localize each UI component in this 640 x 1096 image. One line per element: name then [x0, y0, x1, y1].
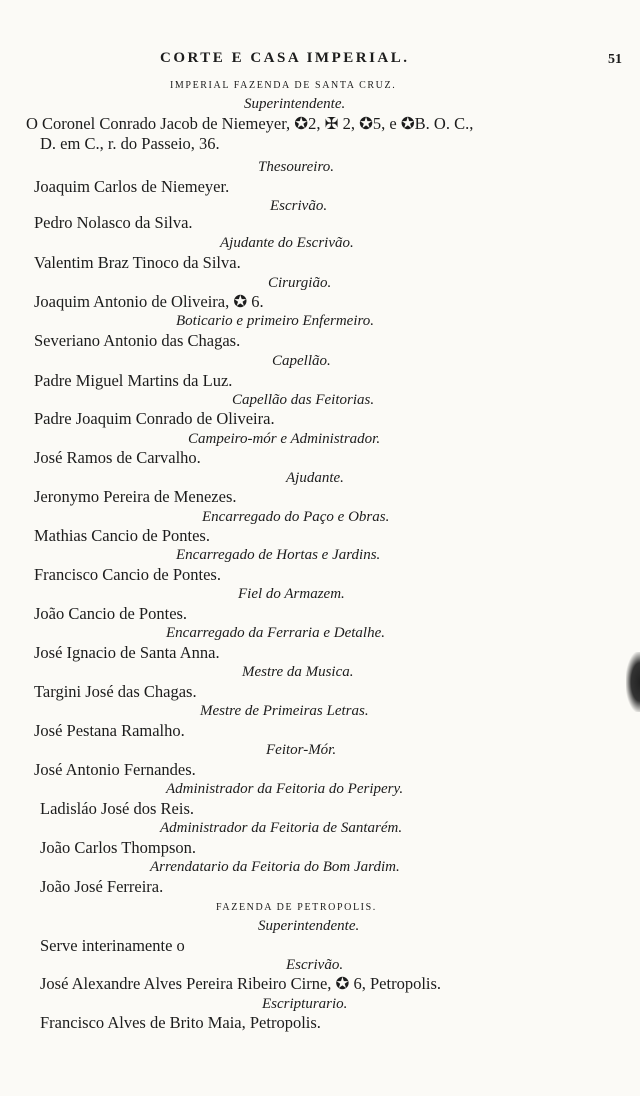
role-title: Mestre da Musica. [242, 664, 354, 680]
role-title: Encarregado da Ferraria e Detalhe. [166, 625, 385, 641]
role-title: Administrador da Feitoria de Santarém. [160, 820, 403, 836]
person-name: Francisco Alves de Brito Maia, Petropolis. [40, 1013, 321, 1032]
section-title-petropolis: FAZENDA DE PETROPOLIS. [216, 902, 377, 913]
person-name: Jeronymo Pereira de Menezes. [34, 487, 237, 506]
role-title: Encarregado de Hortas e Jardins. [176, 547, 381, 563]
role-title: Thesoureiro. [258, 159, 334, 175]
page-header [0, 50, 640, 72]
person-name: João Carlos Thompson. [40, 838, 196, 857]
person-name: Padre Miguel Martins da Luz. [34, 371, 233, 390]
person-name: Pedro Nolasco da Silva. [34, 213, 193, 232]
role-title: Arrendatario da Feitoria do Bom Jardim. [150, 859, 400, 875]
person-name-continuation: D. em C., r. do Passeio, 36. [40, 134, 220, 153]
role-title: Boticario e primeiro Enfermeiro. [176, 313, 375, 329]
person-name: Joaquim Antonio de Oliveira, ✪ 6. [34, 292, 264, 311]
person-name: Padre Joaquim Conrado de Oliveira. [34, 409, 275, 428]
person-name: Serve interinamente o [40, 936, 185, 955]
person-name: João Cancio de Pontes. [34, 604, 188, 623]
role-title: Ajudante do Escrivão. [220, 235, 354, 251]
person-name: José Pestana Ramalho. [34, 721, 185, 740]
role-title: Mestre de Primeiras Letras. [200, 703, 369, 719]
person-name: José Ramos de Carvalho. [34, 448, 201, 467]
person-name: Francisco Cancio de Pontes. [34, 565, 221, 584]
person-name: Ladisláo José dos Reis. [40, 799, 194, 818]
role-title: Capellão das Feitorias. [232, 392, 375, 408]
person-name: José Ignacio de Santa Anna. [34, 643, 220, 662]
page-number: 51 [608, 52, 622, 67]
person-name: Valentim Braz Tinoco da Silva. [34, 253, 241, 272]
person-name: João José Ferreira. [40, 877, 164, 896]
role-title: Administrador da Feitoria do Peripery. [166, 781, 404, 797]
role-title: Cirurgião. [268, 275, 332, 291]
role-title: Campeiro-mór e Administrador. [188, 431, 381, 447]
person-name: Mathias Cancio de Pontes. [34, 526, 210, 545]
person-name [26, 114, 473, 154]
role-title: Feitor-Mór. [266, 742, 337, 758]
person-name-line: O Coronel Conrado Jacob de Niemeyer, ✪2, ✠ 2, ✪5, e ✪B. O. C., [26, 114, 474, 133]
ink-blot-mark [626, 652, 640, 712]
role-title: Fiel do Armazem. [238, 586, 345, 602]
person-name: Severiano Antonio das Chagas. [34, 331, 241, 350]
role-title: Escripturario. [262, 996, 348, 1012]
person-name: Joaquim Carlos de Niemeyer. [34, 177, 230, 196]
role-title: Escrivão. [286, 957, 344, 973]
person-name: Targini José das Chagas. [34, 682, 197, 701]
person-name: José Antonio Fernandes. [34, 760, 196, 779]
page-title: CORTE E CASA IMPERIAL. [160, 50, 410, 66]
role-title: Superintendente. [258, 918, 360, 934]
role-title: Escrivão. [270, 198, 328, 214]
role-title: Capellão. [272, 353, 331, 369]
role-title: Encarregado do Paço e Obras. [202, 509, 390, 525]
role-title: Ajudante. [286, 470, 344, 486]
section-title-santa-cruz: IMPERIAL FAZENDA DE SANTA CRUZ. [170, 80, 397, 91]
role-title: Superintendente. [244, 96, 346, 112]
person-name: José Alexandre Alves Pereira Ribeiro Cirne, ✪ 6, Petropolis. [40, 974, 442, 993]
